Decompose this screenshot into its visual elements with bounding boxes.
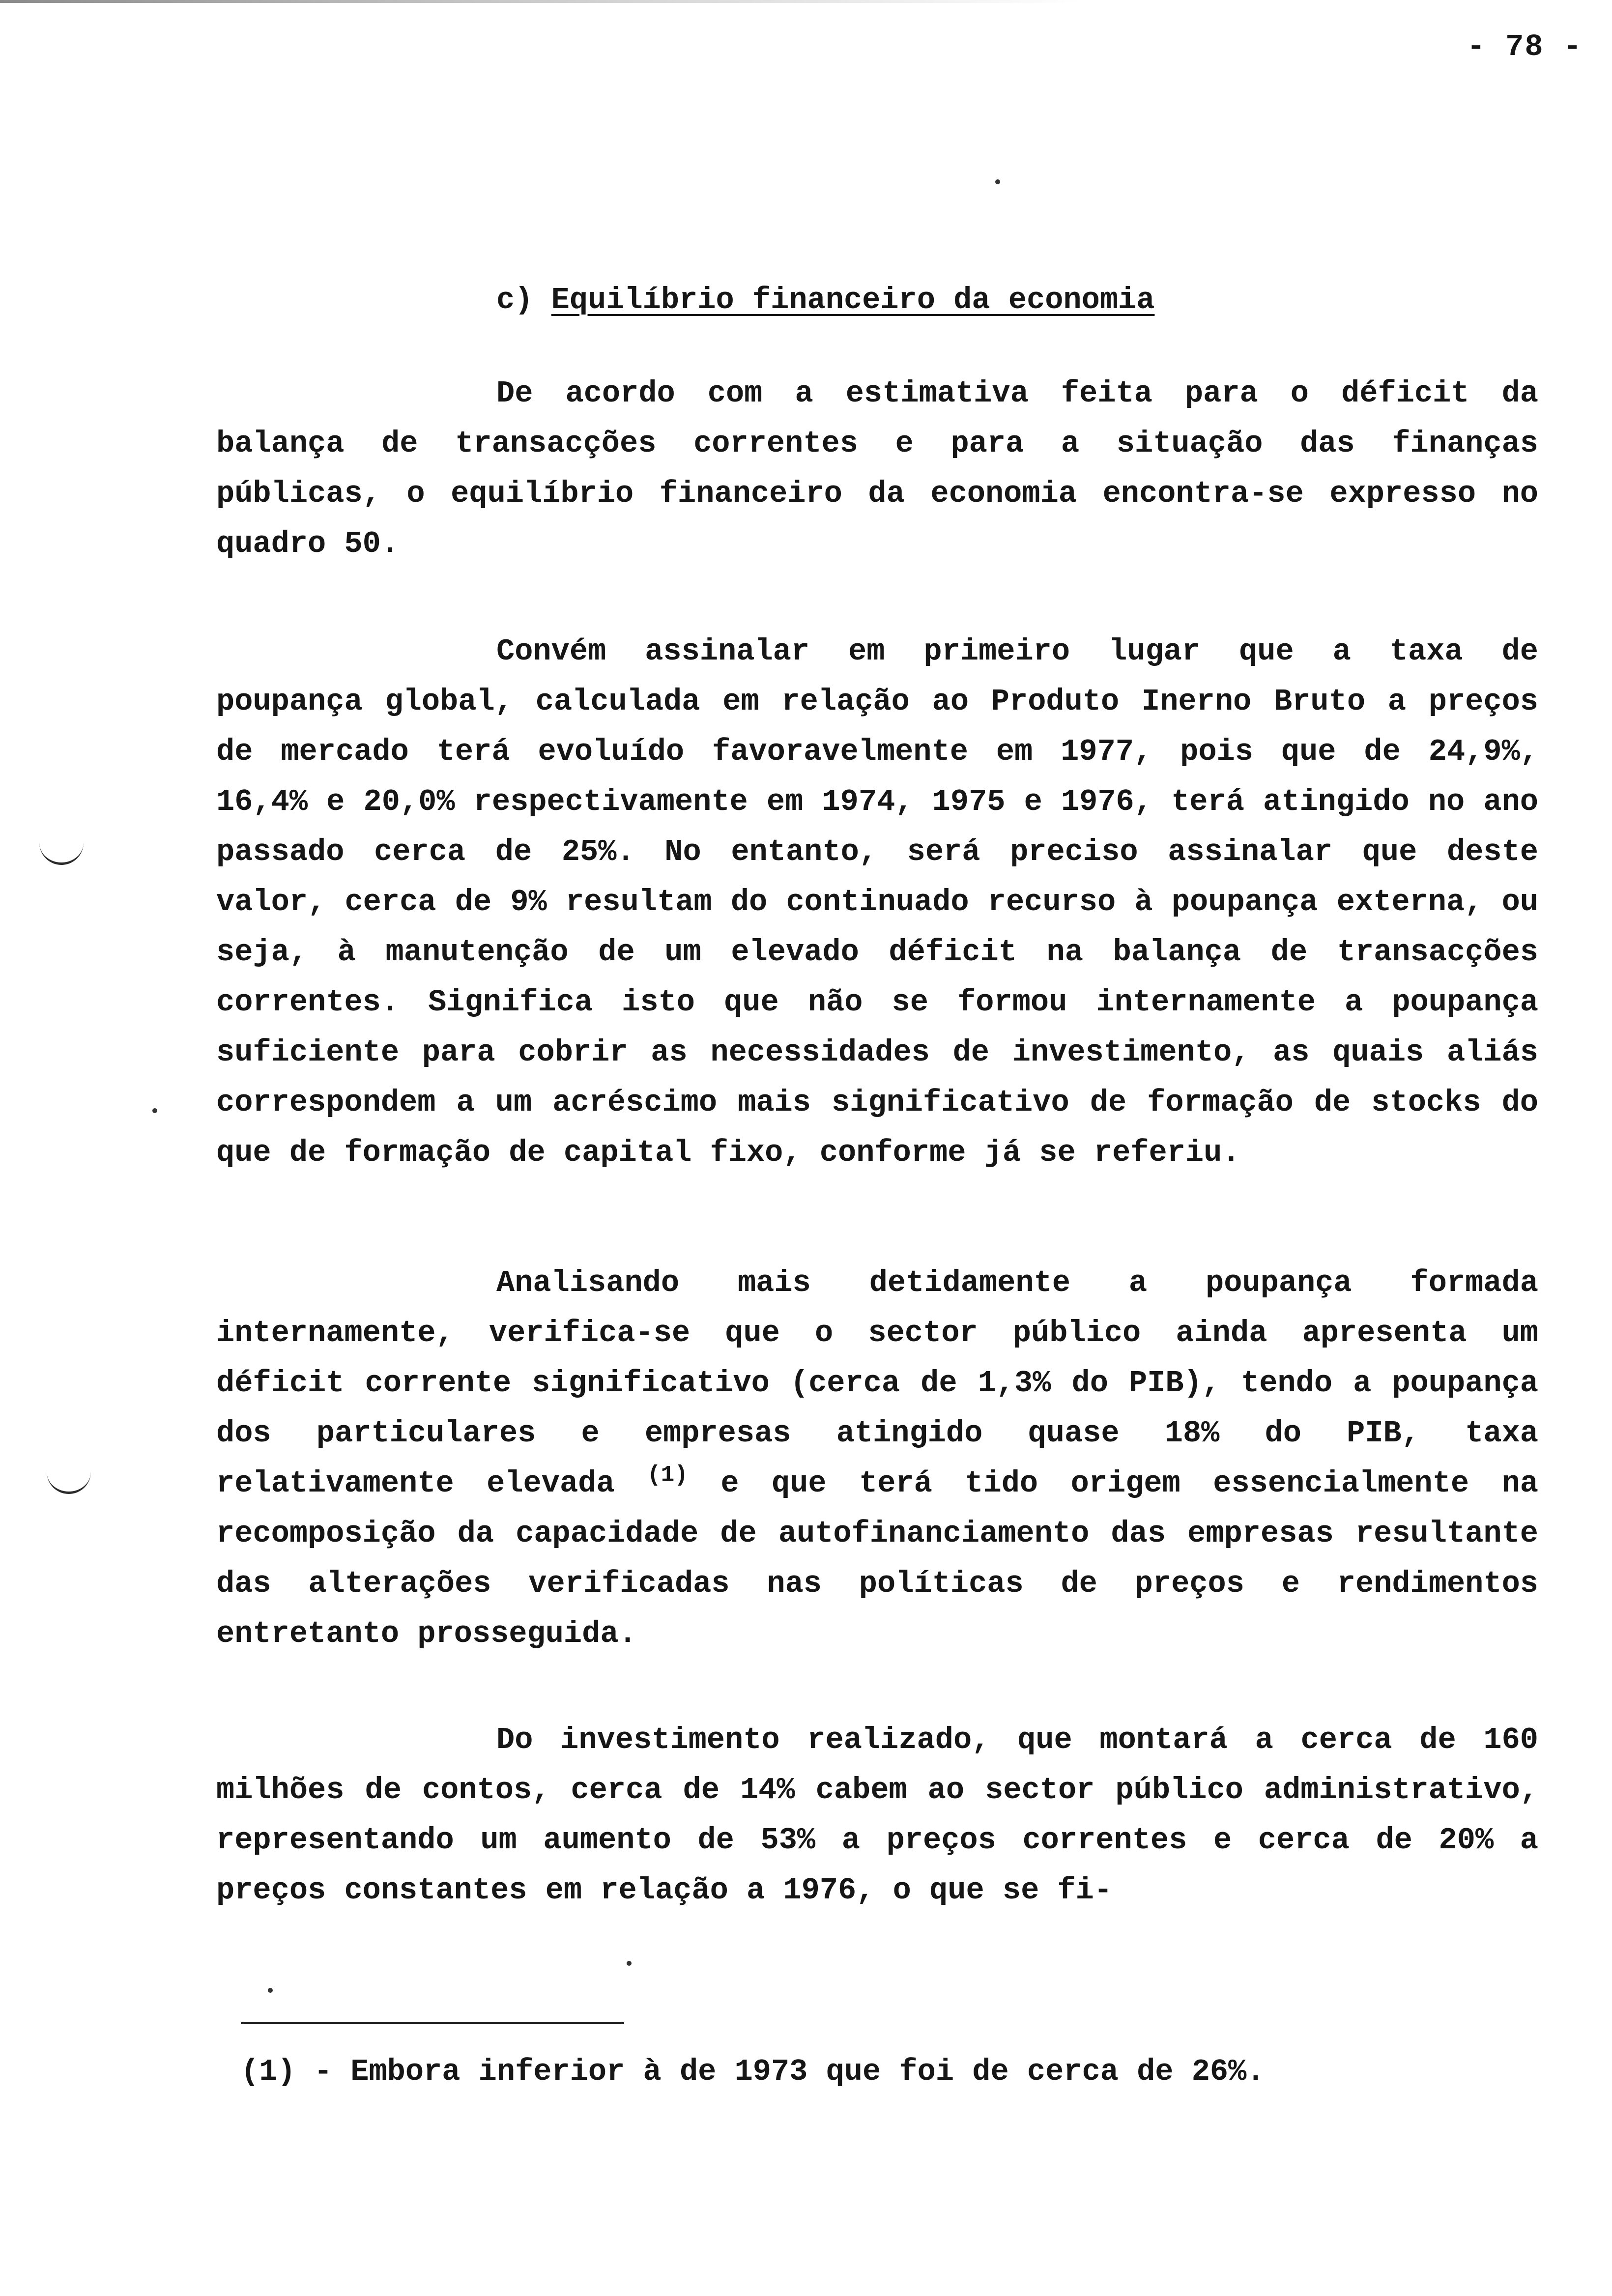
section-heading — [496, 283, 1154, 317]
margin-tick-mark — [47, 1469, 91, 1494]
footnote: (1) - Embora inferior à de 1973 que foi de cerca de 26%. — [241, 2054, 1265, 2089]
paragraph-3-before-note: Analisando mais detidamente a poupança formada internamente, verifica-se que o sector público ainda apresenta um déficit corrente significativo (cerca de 1,3% do PIB), tendo a poupança dos particulares e empresas atingido quase 18% do PIB, taxa relativamente elevada — [216, 1265, 1538, 1501]
scan-speck — [152, 1108, 157, 1113]
footnote-divider — [241, 2022, 624, 2024]
margin-tick-mark — [39, 840, 84, 865]
scan-speck — [268, 1988, 273, 1993]
scan-speck — [995, 179, 1000, 184]
paragraph-1: De acordo com a estimativa feita para o déficit da balança de transacções correntes e para a situação das finanças públicas, o equilíbrio financeiro da economia encontra-se expresso no quadro 50. — [216, 376, 1538, 561]
scan-edge-smudge — [0, 0, 1081, 3]
page-number: - 78 - — [1467, 29, 1583, 64]
section-label: c) — [496, 283, 533, 317]
paragraph-4: Do investimento realizado, que montará a cerca de 160 milhões de contos, cerca de 14% cabem ao sector público administrativo, representando um aumento de 53% a preços correntes e cerca de 20% a preços constantes em relação a 1976, o que se fi- — [216, 1722, 1538, 1908]
section-title: Equilíbrio financeiro da economia — [551, 283, 1155, 317]
paragraph-3-after-note: e que terá tido origem essencialmente na recomposição da capacidade de autofinanciamento das empresas resultante das alterações verificadas nas políticas de preços e rendimentos entretanto prosseguida. — [216, 1466, 1538, 1651]
footnote-reference: (1) — [647, 1462, 688, 1488]
paragraph-3 — [216, 1258, 1538, 1659]
paragraph-2: Convém assinalar em primeiro lugar que a taxa de poupança global, calculada em relação ao Produto Inerno Bruto a preços de mercado terá evoluído favoravelmente em 1977, pois que de 24,9%, 16,4% e 20,0% respectivamente em 1974, 1975 e 1976, terá atingido no ano passado cerca de 25%. No entanto, será preciso assinalar que deste valor, cerca de 9% resultam do continuado recurso à poupança externa, ou seja, à manutenção de um elevado déficit na balança de transacções correntes. Significa isto que não se formou internamente a poupança suficiente para cobrir as necessidades de investimento, as quais aliás correspondem a um acréscimo mais significativo de formação de stocks do que de formação de capital fixo, conforme já se referiu. — [216, 634, 1538, 1170]
scan-speck — [627, 1961, 632, 1966]
